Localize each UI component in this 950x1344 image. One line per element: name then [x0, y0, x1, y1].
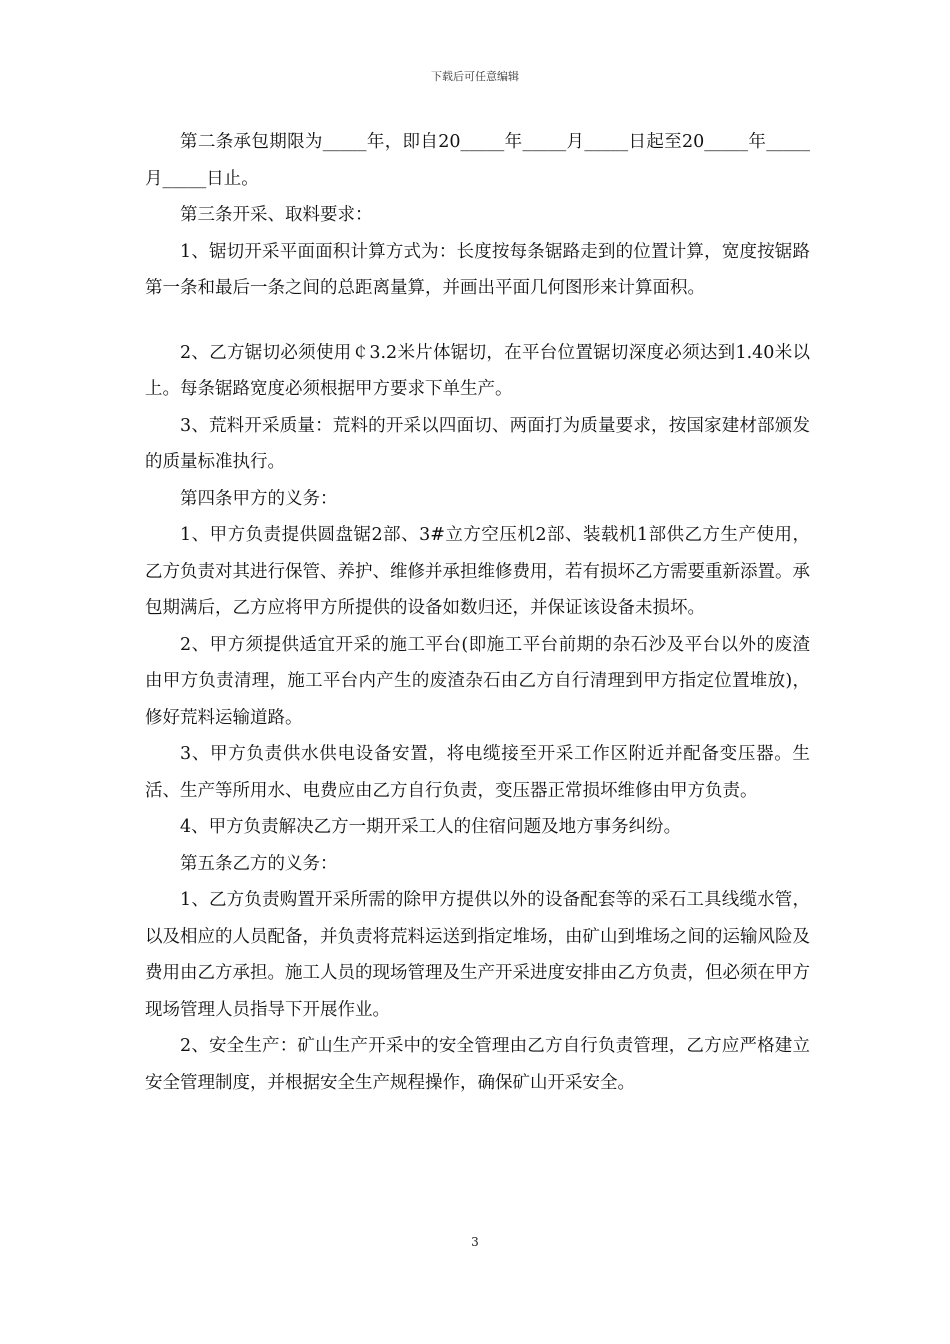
paragraph-article-5-item-2: 2、安全生产：矿山生产开采中的安全管理由乙方自行负责管理，乙方应严格建立安全管理制度，并根据安全生产规程操作，确保矿山开采安全。 [145, 1036, 810, 1093]
paragraph-article-4-item-1: 1、甲方负责提供圆盘锯2部、3#立方空压机2部、装载机1部供乙方生产使用，乙方负责对其进行保管、养护、维修并承担维修费用，若有损坏乙方需要重新添置。承包期满后，乙方应将甲方所提供的设备如数归还，并保证该设备未损坏。 [145, 525, 810, 618]
paragraph-article-3-item-3: 3、荒料开采质量：荒料的开采以四面切、两面打为质量要求，按国家建材部颁发的质量标准执行。 [145, 415, 810, 472]
paragraph-article-4-item-4: 4、甲方负责解决乙方一期开采工人的住宿问题及地方事务纠纷。 [180, 817, 682, 837]
paragraph-article-5-heading: 第五条乙方的义务： [180, 853, 338, 874]
paragraph-article-3-item-2: 2、乙方锯切必须使用￠3.2米片体锯切，在平台位置锯切深度必须达到1.40米以上。每条锯路宽度必须根据甲方要求下单生产。 [145, 342, 810, 399]
page-number: 3 [471, 1235, 479, 1249]
paragraph-article-4-heading: 第四条甲方的义务： [180, 488, 338, 509]
page-header: 下载后可任意编辑 [431, 70, 519, 83]
paragraph-article-4-item-2: 2、甲方须提供适宜开采的施工平台(即施工平台前期的杂石沙及平台以外的废渣由甲方负责清理，施工平台内产生的废渣杂石由乙方自行清理到甲方指定位置堆放)，修好荒料运输道路。 [145, 634, 810, 728]
paragraph-article-4-item-3: 3、甲方负责供水供电设备安置，将电缆接至开采工作区附近并配备变压器。生活、生产等所用水、电费应由乙方自行负责，变压器正常损坏维修由甲方负责。 [145, 744, 810, 801]
paragraph-article-3-item-1: 1、锯切开采平面面积计算方式为：长度按每条锯路走到的位置计算，宽度按锯路第一条和最后一条之间的总距离量算，并画出平面几何图形来计算面积。 [145, 241, 810, 298]
paragraph-article-3-heading: 第三条开采、取料要求： [180, 205, 373, 225]
paragraph-article-2: 第二条承包期限为_____年，即自20_____年_____月_____日起至20_____年_____月_____日止。 [145, 132, 810, 189]
paragraph-gap [145, 307, 810, 335]
paragraph-article-5-item-1: 1、乙方负责购置开采所需的除甲方提供以外的设备配套等的采石工具线缆水管，以及相应的人员配备，并负责将荒料运送到指定堆场，由矿山到堆场之间的运输风险及费用由乙方承担。施工人员的现场管理及生产开采进度安排由乙方负责，但必须在甲方现场管理人员指导下开展作业。 [145, 890, 810, 1020]
document-body [145, 124, 810, 1101]
